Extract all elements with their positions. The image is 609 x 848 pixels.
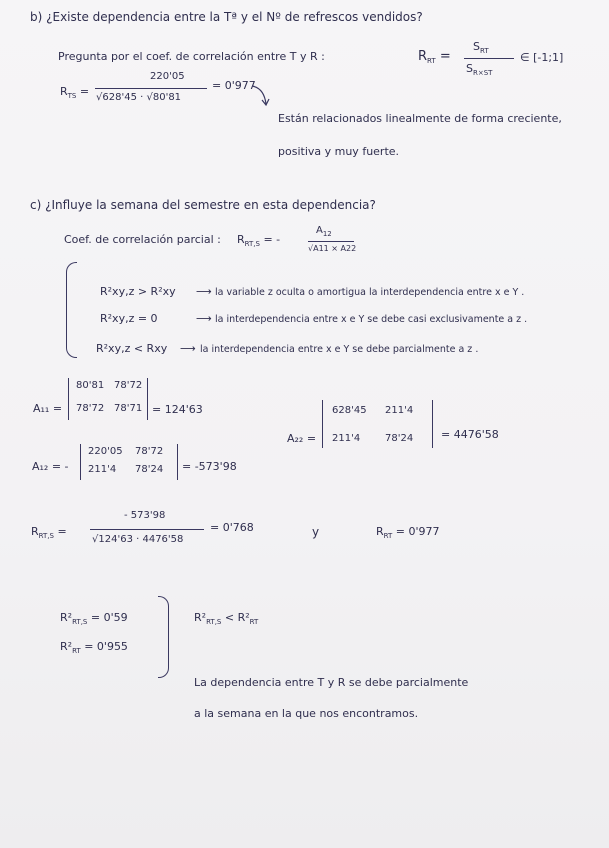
section-b-conclusion-1: Están relacionados linealmente de forma creciente, (278, 112, 562, 125)
a11-r1c2: 78'72 (114, 380, 143, 391)
a22-r2c1: 211'4 (332, 433, 361, 444)
calc-fraction-bar (95, 88, 207, 89)
calc-numerator: 220'05 (150, 71, 185, 82)
formula-fraction-bar (464, 58, 514, 59)
case-2-text: la interdependencia entre x e Y se debe casi exclusivamente a z . (215, 314, 528, 325)
a12-label: A₁₂ = - (32, 460, 69, 473)
partial-coef-bar (308, 241, 354, 242)
final-conclusion-1: La dependencia entre T y R se debe parcialmente (194, 676, 469, 689)
formula-numerator: $S_{RT}$ (473, 40, 489, 55)
final-inequality: $R^2_{RT,S} < R^2_{RT}$ (194, 611, 259, 626)
case-1-lhs: R²xy,z > R²xy (100, 285, 176, 298)
partial-coef-label: Coef. de correlación parcial : (64, 233, 221, 246)
a12-r1c2: 78'72 (135, 446, 164, 457)
section-b-heading: b) ¿Existe dependencia entre la Tª y el Nº de refrescos vendidos? (30, 10, 423, 24)
partial-calc-lhs: $R_{RT,S}$ = (31, 525, 67, 540)
compare-rrt: $R_{RT} = 0'977$ (376, 525, 440, 540)
a12-right-bar (177, 444, 178, 480)
a22-r1c1: 628'45 (332, 405, 367, 416)
partial-calc-num: - 573'98 (124, 510, 166, 521)
case-1-arrow: ⟶ (196, 285, 212, 298)
case-2-lhs: R²xy,z = 0 (100, 312, 158, 325)
partial-calc-bar (90, 529, 204, 530)
a12-r2c2: 78'24 (135, 464, 164, 475)
a11-left-bar (68, 378, 69, 420)
formula-rrt: $R_{RT}$ = (418, 49, 451, 65)
a11-label: A₁₁ = (33, 402, 63, 415)
a11-r1c1: 80'81 (76, 380, 105, 391)
partial-coef-den: √A11 × A22 (308, 244, 357, 253)
final-conclusion-2: a la semana en la que nos encontramos. (194, 707, 419, 720)
a11-r2c1: 78'72 (76, 403, 105, 414)
a11-result: = 124'63 (152, 403, 203, 416)
a12-r2c1: 211'4 (88, 464, 117, 475)
formula-denominator: $S_{R\times ST}$ (466, 62, 493, 77)
partial-coef-num: $A_{12}$ (316, 225, 332, 238)
case-1-text: la variable z oculta o amortigua la interdependencia entre x e Y . (215, 287, 525, 298)
curved-arrow-icon (250, 84, 272, 110)
partial-calc-and: y (312, 525, 320, 539)
a12-result: = -573'98 (182, 460, 237, 473)
partial-coef-lhs: $R_{RT,S}$ = - (237, 233, 281, 248)
section-c-heading: c) ¿Influye la semana del semestre en esta dependencia? (30, 198, 376, 212)
partial-calc-result: = 0'768 (210, 521, 254, 534)
cases-brace (66, 262, 77, 358)
calc-lhs: $R_{TS}$ = (60, 85, 90, 100)
final-brace (158, 596, 169, 678)
partial-calc-den: √124'63 · 4476'58 (92, 534, 184, 545)
case-3-lhs: R²xy,z < Rxy (96, 342, 168, 355)
formula-range: ∈ [-1;1] (520, 51, 564, 64)
section-b-conclusion-2: positiva y muy fuerte. (278, 145, 400, 158)
case-3-text: la interdependencia entre x e Y se debe parcialmente a z . (200, 344, 479, 355)
a11-r2c2: 78'71 (114, 403, 143, 414)
a22-right-bar (432, 400, 433, 448)
a22-result: = 4476'58 (441, 428, 499, 441)
section-b-question: Pregunta por el coef. de correlación entre T y R : (58, 50, 325, 63)
calc-denominator: √628'45 · √80'81 (96, 92, 182, 103)
a22-r1c2: 211'4 (385, 405, 414, 416)
calc-result: = 0'977 (212, 79, 256, 92)
sq-total: $R^2_{RT} = 0'955$ (60, 640, 128, 655)
a22-left-bar (322, 400, 323, 448)
case-3-arrow: ⟶ (180, 342, 196, 355)
a12-r1c1: 220'05 (88, 446, 123, 457)
sq-partial: $R^2_{RT,S} = 0'59$ (60, 611, 128, 626)
case-2-arrow: ⟶ (196, 312, 212, 325)
a22-label: A₂₂ = (287, 432, 317, 445)
a22-r2c2: 78'24 (385, 433, 414, 444)
a11-right-bar (147, 378, 148, 420)
a12-left-bar (80, 444, 81, 480)
